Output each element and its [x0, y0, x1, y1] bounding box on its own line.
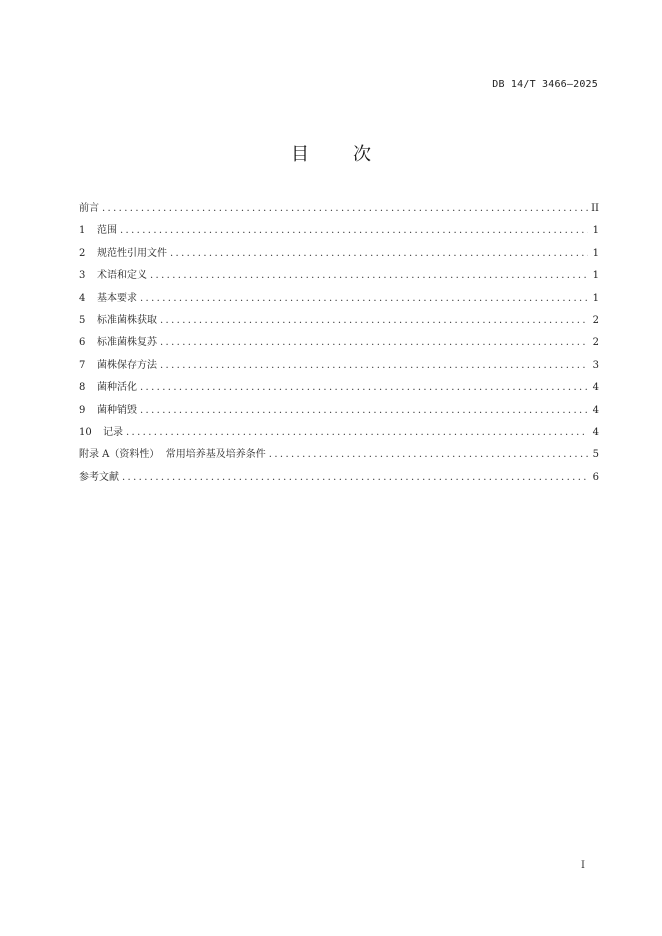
title-char-2: 次 — [353, 144, 371, 165]
toc-entry-label: 参考文献 — [79, 471, 119, 483]
toc-entry-label: 规范性引用文件 — [97, 247, 167, 259]
toc-entry-page: 4 — [592, 382, 599, 394]
toc-entry-page: 3 — [592, 359, 599, 371]
toc-leader-dots — [150, 267, 588, 285]
toc-entry-6[interactable] — [79, 334, 599, 356]
toc-entry-7[interactable] — [79, 357, 599, 379]
toc-entry-page: 1 — [592, 292, 599, 304]
toc-entry-page: 1 — [592, 247, 599, 259]
toc-leader-dots — [122, 469, 588, 487]
toc-leader-dots — [160, 334, 588, 352]
toc-entry-page: 1 — [592, 225, 599, 237]
toc-entry-number: 10 — [79, 426, 92, 438]
toc-leader-dots — [170, 245, 588, 263]
toc-entry-label: 菌种活化 — [97, 382, 137, 394]
toc-entry-number: 5 — [79, 314, 86, 326]
toc-entry-page: 2 — [592, 337, 599, 349]
toc-entry-foreword[interactable] — [79, 200, 599, 222]
toc-entry-label: 标准菌株复苏 — [97, 337, 157, 349]
toc-entry-page: II — [591, 203, 599, 214]
page-number: I — [581, 860, 585, 871]
toc-entry-number: 1 — [79, 225, 86, 237]
toc-entry-number: 2 — [79, 247, 86, 259]
toc-entry-page: 2 — [592, 314, 599, 326]
toc-leader-dots — [160, 357, 588, 375]
toc-entry-label: 菌种销毁 — [97, 404, 137, 416]
toc-entry-8[interactable] — [79, 379, 599, 401]
toc-entry-number: 7 — [79, 359, 86, 371]
toc-leader-dots — [102, 200, 588, 218]
toc-entry-10[interactable] — [79, 424, 599, 446]
toc-leader-dots — [140, 402, 588, 420]
toc-entry-label: 基本要求 — [97, 292, 137, 304]
toc-leader-dots — [140, 379, 588, 397]
toc-entry-number: 8 — [79, 382, 86, 394]
toc-entry-references[interactable] — [79, 469, 599, 491]
toc-entry-3[interactable] — [79, 267, 599, 289]
toc-entry-label: 术语和定义 — [97, 270, 147, 282]
toc-entry-label: 记录 — [103, 426, 123, 438]
toc-entry-number: 4 — [79, 292, 86, 304]
toc-leader-dots — [120, 222, 588, 240]
toc-entry-page: 4 — [592, 426, 599, 438]
toc-leader-dots — [126, 424, 588, 442]
toc-entry-number: 9 — [79, 404, 86, 416]
toc-entry-number: 6 — [79, 337, 86, 349]
toc-entry-number: 3 — [79, 270, 86, 282]
toc-entry-label: 标准菌株获取 — [97, 314, 157, 326]
toc-leader-dots — [160, 312, 588, 330]
table-of-contents — [79, 200, 599, 491]
toc-entry-2[interactable] — [79, 245, 599, 267]
toc-leader-dots — [269, 446, 588, 464]
toc-entry-label: 附录 A（资料性） 常用培养基及培养条件 — [79, 449, 266, 461]
page-title — [0, 140, 662, 166]
toc-entry-5[interactable] — [79, 312, 599, 334]
toc-entry-label: 范围 — [97, 225, 117, 237]
title-char-1: 目 — [291, 144, 309, 165]
toc-entry-page: 4 — [592, 404, 599, 416]
toc-entry-9[interactable] — [79, 402, 599, 424]
toc-leader-dots — [140, 290, 588, 308]
toc-entry-4[interactable] — [79, 290, 599, 312]
toc-entry-label: 前言 — [79, 203, 99, 214]
document-code: DB 14/T 3466—2025 — [492, 79, 598, 90]
toc-entry-page: 5 — [592, 449, 599, 461]
toc-entry-appendix-a[interactable] — [79, 446, 599, 468]
toc-entry-1[interactable] — [79, 222, 599, 244]
toc-entry-label: 菌株保存方法 — [97, 359, 157, 371]
toc-entry-page: 1 — [592, 270, 599, 282]
toc-entry-page: 6 — [592, 471, 599, 483]
